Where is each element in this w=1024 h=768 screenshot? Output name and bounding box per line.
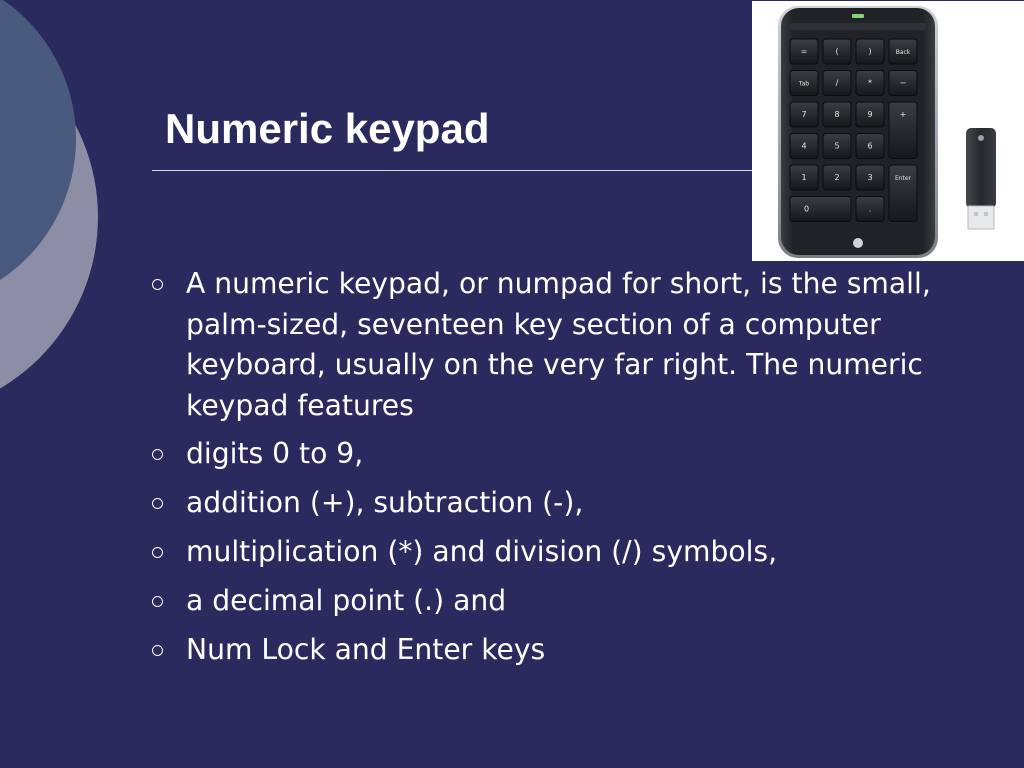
keypad-key-label: 4 bbox=[801, 141, 807, 151]
hollow-circle-bullet-icon bbox=[146, 532, 186, 573]
hollow-circle-bullet-icon bbox=[146, 264, 186, 305]
keypad-key-label: 1 bbox=[801, 173, 807, 182]
bullet-text: addition (+), subtraction (-), bbox=[186, 486, 584, 519]
keypad-key-label: Tab bbox=[798, 80, 810, 88]
status-light bbox=[852, 14, 864, 18]
keypad-key-label: . bbox=[868, 204, 872, 214]
keypad-key-label: ( bbox=[835, 47, 839, 56]
hollow-circle-bullet-icon bbox=[146, 483, 186, 524]
keypad-key-label: + bbox=[899, 110, 907, 119]
hollow-circle-bullet-icon bbox=[146, 630, 186, 671]
keypad-key bbox=[790, 197, 851, 222]
usb-connector bbox=[968, 206, 994, 229]
keypad-key-label: 9 bbox=[867, 110, 873, 119]
bullet-list bbox=[146, 264, 946, 679]
keypad-key-label: Enter bbox=[894, 175, 912, 182]
slide-title: Numeric keypad bbox=[165, 105, 490, 152]
hollow-circle-bullet-icon bbox=[146, 434, 186, 475]
keypad-key-label: 6 bbox=[867, 141, 873, 151]
keypad-key-label: / bbox=[835, 78, 839, 88]
keypad-key bbox=[889, 165, 917, 222]
keypad-key-label: − bbox=[899, 78, 907, 88]
keypad-illustration bbox=[752, 1, 1024, 261]
keypad-key-label: Back bbox=[895, 49, 911, 56]
bullet-text: Num Lock and Enter keys bbox=[186, 633, 546, 666]
keypad-key-label: 2 bbox=[834, 173, 840, 182]
keypad-key-label: = bbox=[800, 47, 808, 56]
bullet-text: digits 0 to 9, bbox=[186, 437, 364, 470]
keypad-key-label: * bbox=[868, 78, 872, 88]
title-underline bbox=[152, 170, 758, 171]
keypad-key-label: 5 bbox=[834, 141, 840, 151]
keypad-key-label: ) bbox=[868, 47, 872, 56]
keypad-key-label: 0 bbox=[803, 204, 810, 214]
hollow-circle-bullet-icon bbox=[146, 581, 186, 622]
bullet-text: A numeric keypad, or numpad for short, is the small, palm-sized, seventeen key section of a computer keyboard, usually on the very far right. The numeric keypad features bbox=[186, 267, 931, 422]
keypad-photo bbox=[752, 1, 1024, 261]
keypad-key-label: 3 bbox=[867, 173, 873, 182]
bullet-item bbox=[146, 581, 946, 622]
bullet-item bbox=[146, 532, 946, 573]
bullet-item bbox=[146, 483, 946, 524]
keypad-key-label: 7 bbox=[801, 110, 807, 119]
bullet-item bbox=[146, 264, 946, 426]
bullet-item bbox=[146, 630, 946, 671]
logitech-logo bbox=[853, 238, 863, 248]
keypad-key-label: 8 bbox=[834, 110, 840, 119]
bullet-text: a decimal point (.) and bbox=[186, 584, 507, 617]
bullet-item bbox=[146, 434, 946, 475]
bullet-text: multiplication (*) and division (/) symbols, bbox=[186, 535, 778, 568]
